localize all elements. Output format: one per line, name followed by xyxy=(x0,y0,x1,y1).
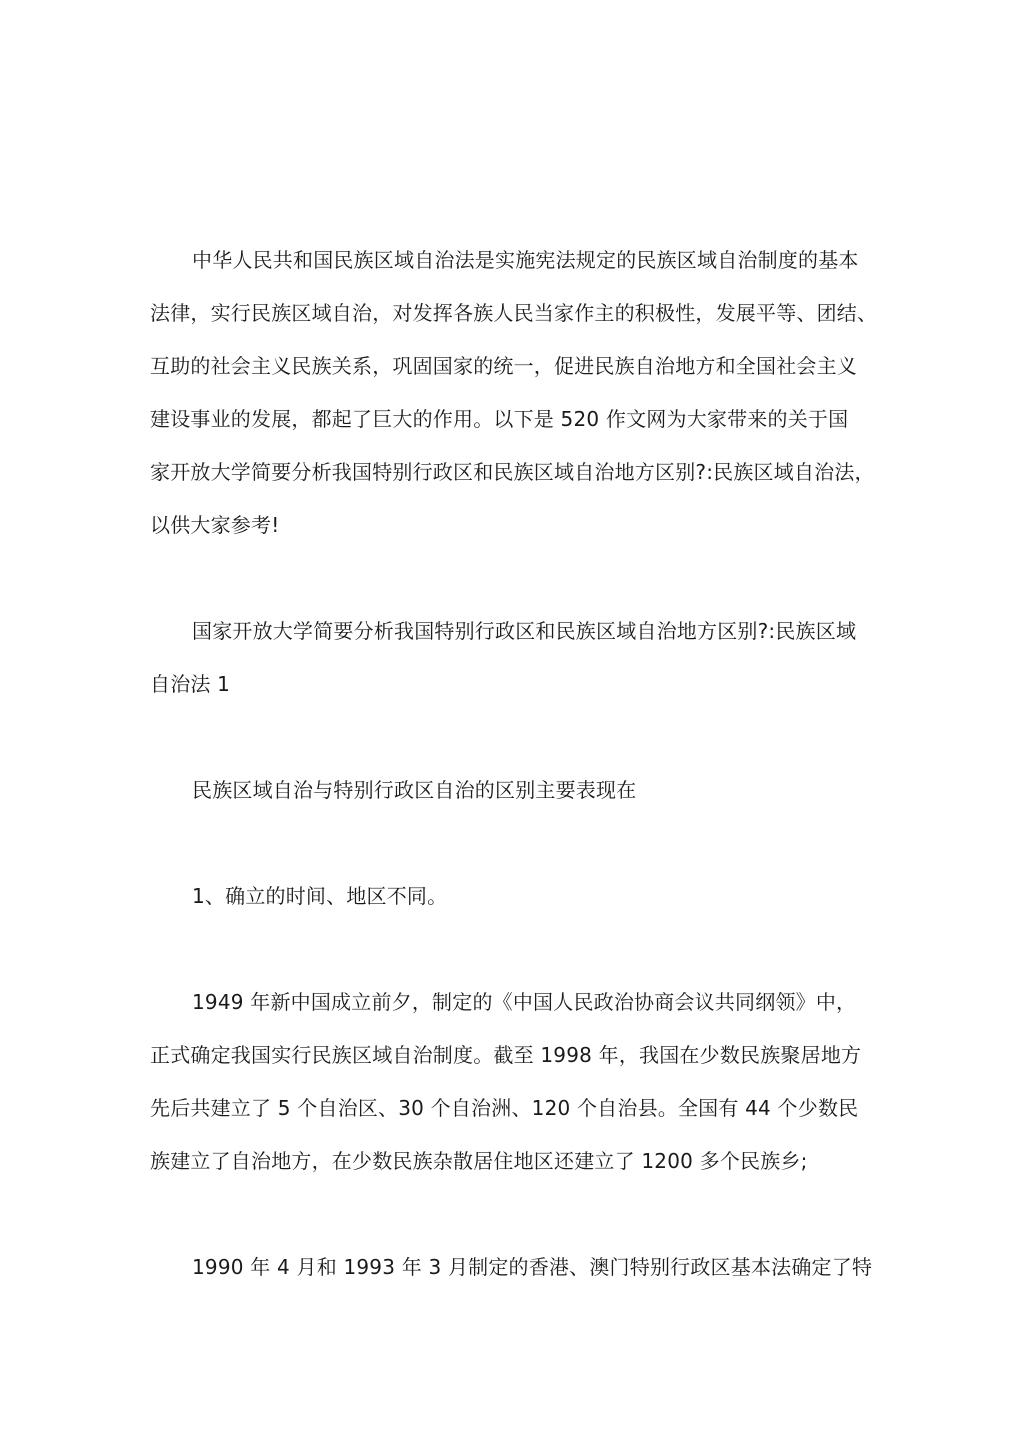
subheading: 民族区域自治与特别行政区自治的区别主要表现在 xyxy=(192,778,637,802)
spacer xyxy=(150,1188,890,1241)
paragraph-1949 xyxy=(150,976,890,1188)
point-1: 1、确立的时间、地区不同。 xyxy=(192,884,448,908)
paragraph-1990 xyxy=(150,1241,890,1294)
text-line: 以供大家参考! xyxy=(150,513,280,537)
text-line: 正式确定我国实行民族区域自治制度。截至 1998 年，我国在少数民族聚居地方 xyxy=(150,1043,862,1067)
section-heading xyxy=(150,605,890,711)
text-line: 国家开放大学简要分析我国特别行政区和民族区域自治地方区别?:民族区域 xyxy=(192,619,857,643)
text-line: 1949 年新中国成立前夕，制定的《中国人民政治协商会议共同纲领》中， xyxy=(192,990,857,1014)
spacer xyxy=(150,552,890,605)
text-line: 1990 年 4 月和 1993 年 3 月制定的香港、澳门特别行政区基本法确定了特 xyxy=(192,1255,873,1279)
text-line: 法律，实行民族区域自治，对发挥各族人民当家作主的积极性，发展平等、团结、 xyxy=(150,301,878,325)
spacer xyxy=(150,923,890,976)
spacer xyxy=(150,711,890,764)
text-line: 家开放大学简要分析我国特别行政区和民族区域自治地方区别?:民族区域自治法， xyxy=(150,460,875,484)
text-line: 族建立了自治地方，在少数民族杂散居住地区还建立了 1200 多个民族乡; xyxy=(150,1149,808,1173)
spacer xyxy=(150,817,890,870)
intro-paragraph xyxy=(150,234,890,552)
text-line: 建设事业的发展，都起了巨大的作用。以下是 520 作文网为大家带来的关于国 xyxy=(150,407,849,431)
text-line: 中华人民共和国民族区域自治法是实施宪法规定的民族区域自治制度的基本 xyxy=(192,248,859,272)
text-line: 自治法 1 xyxy=(150,672,231,696)
text-line: 先后共建立了 5 个自治区、30 个自治洲、120 个自治县。全国有 44 个少数民 xyxy=(150,1096,859,1120)
document-body xyxy=(150,234,890,1294)
text-line: 互助的社会主义民族关系，巩固国家的统一，促进民族自治地方和全国社会主义 xyxy=(150,354,857,378)
